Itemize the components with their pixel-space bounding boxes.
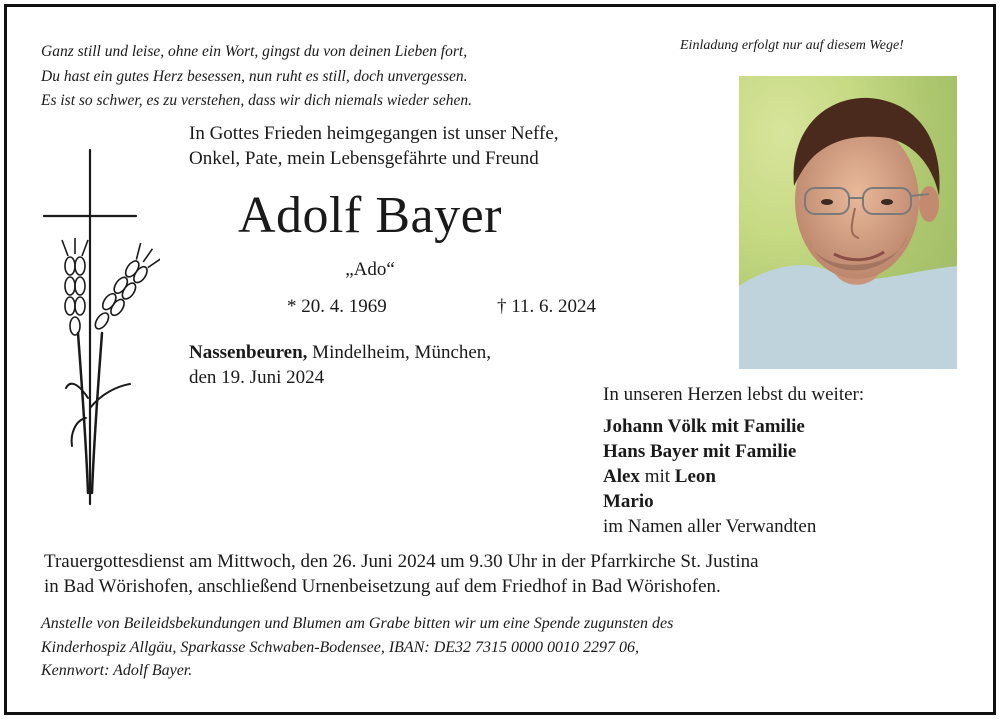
place-date: den 19. Juni 2024	[189, 367, 325, 388]
mourner-3-c: Leon	[674, 466, 716, 487]
nickname: „Ado“	[345, 259, 395, 280]
portrait-photo	[739, 76, 957, 369]
service-line-1: Trauergottesdienst am Mittwoch, den 26. Juni 2024 um 9.30 Uhr in der Pfarrkirche St. Justina	[44, 551, 759, 572]
deceased-name: Adolf Bayer	[238, 187, 502, 244]
intro-text	[189, 121, 559, 171]
mourner-1-text: Johann Völk mit Familie	[603, 416, 805, 437]
cross-wheat-icon	[40, 148, 160, 510]
mourner-2-text: Hans Bayer mit Familie	[603, 441, 797, 462]
mourner-3-a: Alex	[603, 466, 640, 487]
portrait-illustration	[739, 76, 957, 369]
mourner-1	[603, 414, 816, 439]
donation-line-2: Kinderhospiz Allgäu, Sparkasse Schwaben-Bodensee, IBAN: DE32 7315 0000 0010 2297 06,	[41, 638, 640, 656]
donation-line-1: Anstelle von Beileidsbekundungen und Blumen am Grabe bitten wir um eine Spende zugunsten des	[41, 615, 674, 632]
mourner-4-text: Mario	[603, 491, 654, 512]
death-date: † 11. 6. 2024	[497, 296, 597, 317]
mourner-5: im Namen aller Verwandten	[603, 516, 817, 537]
birth-date: * 20. 4. 1969	[287, 296, 387, 317]
mourner-2	[603, 439, 816, 464]
heart-line: In unseren Herzen lebst du weiter:	[603, 384, 865, 405]
poem-line-1: Ganz still und leise, ohne ein Wort, gingst du von deinen Lieben fort,	[41, 43, 468, 60]
invitation-note: Einladung erfolgt nur auf diesem Wege!	[680, 38, 904, 53]
mourner-3	[603, 464, 816, 489]
place-line	[189, 340, 491, 365]
intro-line-2: Onkel, Pate, mein Lebensgefährte und Freund	[189, 148, 539, 169]
mourners-list	[603, 414, 816, 539]
place-bold: Nassenbeuren,	[189, 342, 308, 363]
donation-request	[41, 612, 673, 683]
place-rest: Mindelheim, München,	[307, 342, 492, 363]
poem-line-2: Du hast ein gutes Herz besessen, nun ruht es still, doch unvergessen.	[41, 67, 468, 85]
place-and-date	[189, 340, 491, 390]
donation-line-3: Kennwort: Adolf Bayer.	[41, 662, 193, 679]
poem	[41, 40, 472, 114]
service-line-2: in Bad Wörishofen, anschließend Urnenbeisetzung auf dem Friedhof in Bad Wörishofen.	[44, 576, 721, 597]
mourner-4	[603, 489, 816, 514]
poem-line-3: Es ist so schwer, es zu verstehen, dass wir dich niemals wieder sehen.	[41, 92, 472, 109]
funeral-service-info	[44, 549, 759, 599]
mourner-3-b: mit	[639, 466, 675, 487]
intro-line-1: In Gottes Frieden heimgegangen ist unser Neffe,	[189, 123, 559, 144]
